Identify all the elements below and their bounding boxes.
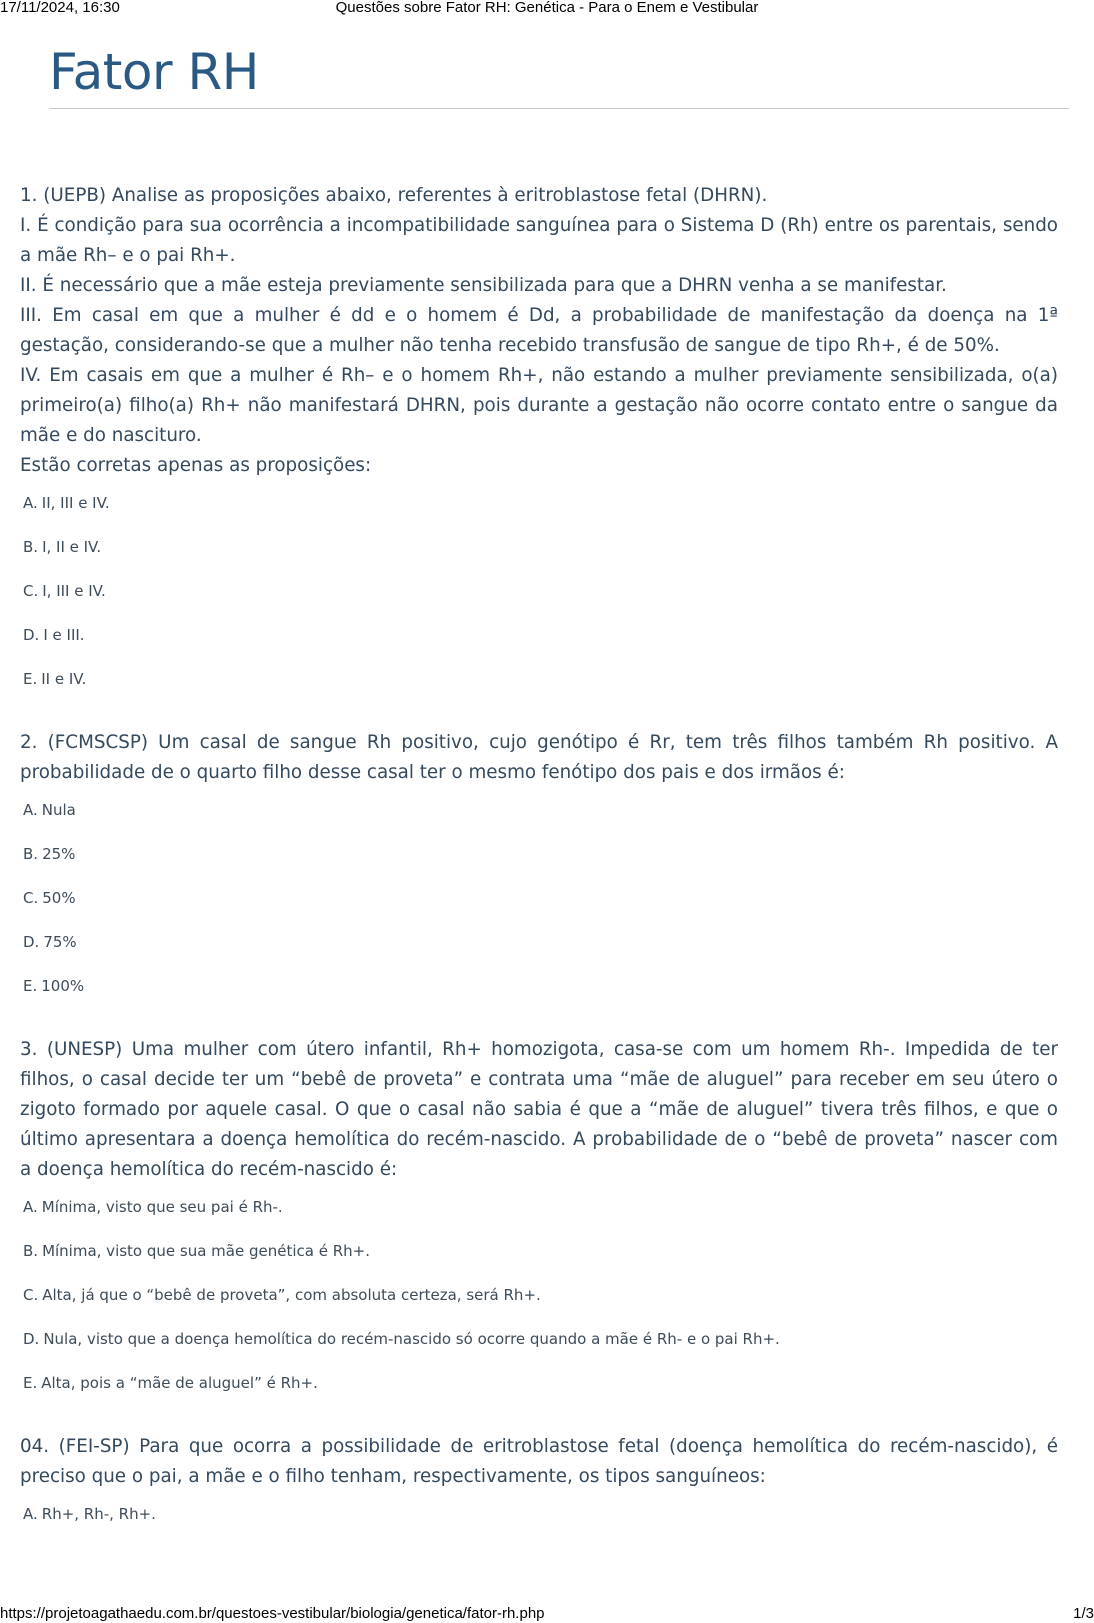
question-spacer — [20, 1017, 1058, 1035]
print-datetime: 17/11/2024, 16:30 — [0, 0, 120, 16]
print-document-title: Questões sobre Fator RH: Genética - Para o Enem e Vestibular — [335, 0, 759, 16]
answer-options — [20, 1501, 1058, 1545]
answer-option-a[interactable]: A. Mínima, visto que seu pai é Rh-. — [23, 1198, 283, 1216]
answer-option-b[interactable]: B. 25% — [23, 845, 76, 863]
question-3 — [20, 1035, 1058, 1414]
print-url: https://projetoagathaedu.com.br/questoes-vestibular/biologia/genetica/fator-rh.php — [0, 1605, 545, 1622]
question-prompt: Estão corretas apenas as proposições: — [20, 455, 372, 476]
question-statement: 1. (UEPB) Analise as proposições abaixo, referentes à eritroblastose fetal (DHRN). — [20, 185, 768, 206]
questions-container — [20, 181, 1058, 1545]
print-header — [0, 0, 1094, 16]
proposition-ii: II. É necessário que a mãe esteja previamente sensibilizada para que a DHRN venha a se manifestar. — [20, 275, 947, 296]
answer-option-b[interactable]: B. I, II e IV. — [23, 538, 102, 556]
print-page-number: 1/3 — [1073, 1605, 1094, 1622]
answer-option-b[interactable]: B. Mínima, visto que sua mãe genética é Rh+. — [23, 1242, 370, 1260]
answer-option-e[interactable]: E. II e IV. — [23, 670, 87, 688]
answer-option-e[interactable]: E. 100% — [23, 977, 85, 995]
proposition-i: I. É condição para sua ocorrência a incompatibilidade sanguínea para o Sistema D (Rh) entre os parentais, sendo a mãe Rh– e o pai Rh+. — [20, 215, 1058, 266]
proposition-iii: III. Em casal em que a mulher é dd e o homem é Dd, a probabilidade de manifestação da doença na 1ª gestação, considerando-se que a mulher não tenha recebido transfusão de sangue de tipo Rh+, é de 50%. — [20, 305, 1058, 356]
question-2 — [20, 728, 1058, 1017]
page-title: Fator RH — [49, 43, 259, 101]
answer-option-a[interactable]: A. Nula — [23, 801, 76, 819]
proposition-iv: IV. Em casais em que a mulher é Rh– e o homem Rh+, não estando a mulher previamente sensibilizada, o(a) primeiro(a) filho(a) Rh+ não manifestará DHRN, pois durante a gestação não ocorre contato entre o sangue da mãe e do nascituro. — [20, 365, 1058, 446]
print-footer — [0, 1605, 1094, 1623]
answer-option-d[interactable]: D. Nula, visto que a doença hemolítica do recém-nascido só ocorre quando a mãe é Rh- e o pai Rh+. — [23, 1330, 780, 1348]
question-spacer — [20, 710, 1058, 728]
answer-option-d[interactable]: D. 75% — [23, 933, 77, 951]
answer-option-c[interactable]: C. I, III e IV. — [23, 582, 106, 600]
question-1 — [20, 181, 1058, 710]
answer-option-c[interactable]: C. Alta, já que o “bebê de proveta”, com absoluta certeza, será Rh+. — [23, 1286, 541, 1304]
answer-option-a[interactable]: A. II, III e IV. — [23, 494, 110, 512]
question-4 — [20, 1432, 1058, 1545]
answer-option-d[interactable]: D. I e III. — [23, 626, 85, 644]
question-statement: 3. (UNESP) Uma mulher com útero infantil, Rh+ homozigota, casa-se com um homem Rh-. Impedida de ter filhos, o casal decide ter um “bebê de proveta” e contrata uma “mãe de aluguel” para receber em seu útero o zigoto formado por aquele casal. O que o casal não sabia é que a “mãe de aluguel” tivera três filhos, e que o último apresentara a doença hemolítica do recém-nascido. A probabilidade de o “bebê de proveta” nascer com a doença hemolítica do recém-nascido é: — [20, 1039, 1058, 1180]
answer-option-a[interactable]: A. Rh+, Rh-, Rh+. — [23, 1505, 156, 1523]
question-statement: 04. (FEI-SP) Para que ocorra a possibilidade de eritroblastose fetal (doença hemolítica do recém-nascido), é preciso que o pai, a mãe e o filho tenham, respectivamente, os tipos sanguíneos: — [20, 1436, 1058, 1487]
question-statement: 2. (FCMSCSP) Um casal de sangue Rh positivo, cujo genótipo é Rr, tem três filhos também Rh positivo. A probabilidade de o quarto filho desse casal ter o mesmo fenótipo dos pais e dos irmãos é: — [20, 732, 1058, 783]
answer-option-c[interactable]: C. 50% — [23, 889, 76, 907]
answer-option-e[interactable]: E. Alta, pois a “mãe de aluguel” é Rh+. — [23, 1374, 318, 1392]
answer-options — [20, 1194, 1058, 1414]
answer-options — [20, 797, 1058, 1017]
title-divider — [49, 108, 1069, 109]
answer-options — [20, 490, 1058, 710]
question-spacer — [20, 1414, 1058, 1432]
